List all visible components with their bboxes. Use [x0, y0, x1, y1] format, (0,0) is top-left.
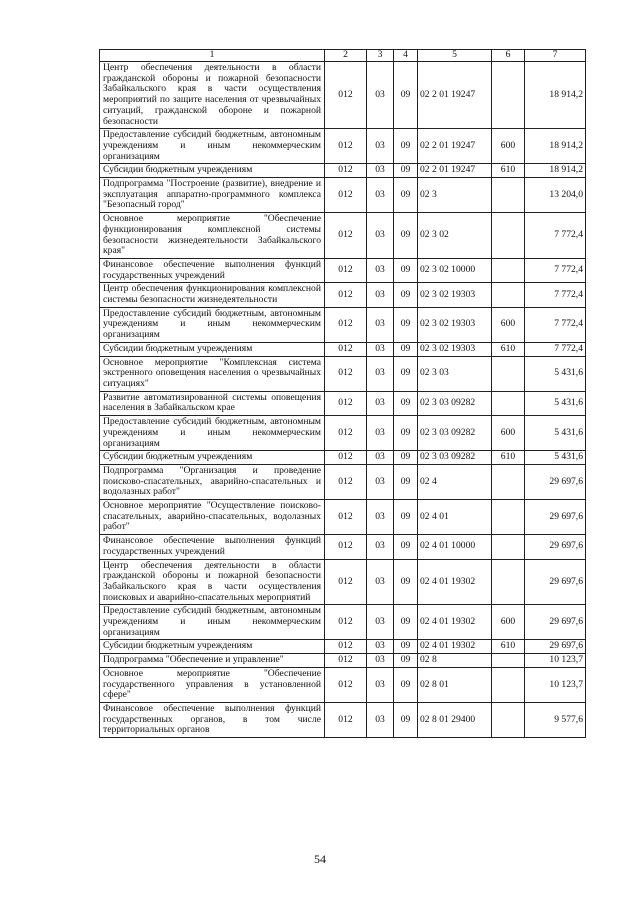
- item-name-cell: Предоставление субсидий бюджетным, автономным учреждениям и иным некоммерческим организациям: [100, 129, 325, 164]
- expense-type-cell: 600: [492, 307, 525, 342]
- column-header: 6: [492, 50, 525, 62]
- section-code-cell: 03: [367, 605, 394, 640]
- section-code-cell: 03: [367, 416, 394, 451]
- target-article-cell: 02 4 01 19302: [418, 640, 492, 654]
- table-row: [100, 258, 586, 282]
- ministry-code-cell: 012: [325, 258, 367, 282]
- item-name-cell: Основное мероприятие "Обеспечение государственного управления в установленной сфере": [100, 667, 325, 702]
- expense-type-cell: [492, 213, 525, 259]
- section-code-cell: 03: [367, 500, 394, 535]
- item-name-cell: Предоставление субсидий бюджетным, автономным учреждениям и иным некоммерческим организациям: [100, 307, 325, 342]
- table-row: [100, 464, 586, 499]
- subsection-code-cell: 09: [394, 654, 418, 668]
- section-code-cell: 03: [367, 391, 394, 415]
- column-header: 7: [525, 50, 586, 62]
- table-row: [100, 654, 586, 668]
- section-code-cell: 03: [367, 129, 394, 164]
- expense-type-cell: [492, 62, 525, 129]
- column-header: 4: [394, 50, 418, 62]
- amount-cell: 10 123,7: [525, 654, 586, 668]
- table-row: [100, 213, 586, 259]
- amount-cell: 29 697,6: [525, 464, 586, 499]
- subsection-code-cell: 09: [394, 451, 418, 465]
- table-row: [100, 640, 586, 654]
- item-name-cell: Субсидии бюджетным учреждениям: [100, 640, 325, 654]
- ministry-code-cell: 012: [325, 178, 367, 213]
- target-article-cell: 02 2 01 19247: [418, 129, 492, 164]
- section-code-cell: 03: [367, 702, 394, 737]
- subsection-code-cell: 09: [394, 62, 418, 129]
- table-row: [100, 391, 586, 415]
- table-row: [100, 164, 586, 178]
- item-name-cell: Подпрограмма "Построение (развитие), внедрение и эксплуатация аппаратно-программного комплекса "Безопасный город": [100, 178, 325, 213]
- subsection-code-cell: 09: [394, 640, 418, 654]
- amount-cell: 18 914,2: [525, 129, 586, 164]
- amount-cell: 5 431,6: [525, 356, 586, 391]
- subsection-code-cell: 09: [394, 416, 418, 451]
- item-name-cell: Финансовое обеспечение выполнения функций государственных органов, в том числе территориальных органов: [100, 702, 325, 737]
- expense-type-cell: 610: [492, 164, 525, 178]
- item-name-cell: Центр обеспечения функционирования комплексной системы безопасности жизнедеятельности: [100, 283, 325, 307]
- column-header: 5: [418, 50, 492, 62]
- section-code-cell: 03: [367, 640, 394, 654]
- section-code-cell: 03: [367, 258, 394, 282]
- table-row: [100, 283, 586, 307]
- expense-type-cell: 600: [492, 605, 525, 640]
- subsection-code-cell: 09: [394, 559, 418, 605]
- table-row: [100, 559, 586, 605]
- ministry-code-cell: 012: [325, 164, 367, 178]
- item-name-cell: Основное мероприятие "Осуществление поисково-спасательных, аварийно-спасательных, водолазных работ": [100, 500, 325, 535]
- item-name-cell: Финансовое обеспечение выполнения функций государственных учреждений: [100, 258, 325, 282]
- expense-type-cell: [492, 258, 525, 282]
- expense-type-cell: 610: [492, 342, 525, 356]
- section-code-cell: 03: [367, 62, 394, 129]
- item-name-cell: Подпрограмма "Обеспечение и управление": [100, 654, 325, 668]
- table-row: [100, 342, 586, 356]
- table-row: [100, 667, 586, 702]
- ministry-code-cell: 012: [325, 129, 367, 164]
- amount-cell: 29 697,6: [525, 535, 586, 559]
- target-article-cell: 02 3 02 19303: [418, 283, 492, 307]
- subsection-code-cell: 09: [394, 307, 418, 342]
- expense-type-cell: [492, 283, 525, 307]
- ministry-code-cell: 012: [325, 464, 367, 499]
- column-header: 1: [100, 50, 325, 62]
- table-row: [100, 535, 586, 559]
- ministry-code-cell: 012: [325, 640, 367, 654]
- target-article-cell: 02 2 01 19247: [418, 62, 492, 129]
- subsection-code-cell: 09: [394, 356, 418, 391]
- amount-cell: 10 123,7: [525, 667, 586, 702]
- subsection-code-cell: 09: [394, 342, 418, 356]
- subsection-code-cell: 09: [394, 702, 418, 737]
- target-article-cell: 02 3 02 19303: [418, 342, 492, 356]
- table-row: [100, 307, 586, 342]
- target-article-cell: 02 3 03 09282: [418, 451, 492, 465]
- subsection-code-cell: 09: [394, 213, 418, 259]
- table-row: [100, 500, 586, 535]
- ministry-code-cell: 012: [325, 416, 367, 451]
- budget-table-sheet: [99, 49, 585, 738]
- ministry-code-cell: 012: [325, 391, 367, 415]
- expense-type-cell: 600: [492, 129, 525, 164]
- target-article-cell: 02 8 01 29400: [418, 702, 492, 737]
- target-article-cell: 02 3 02: [418, 213, 492, 259]
- item-name-cell: Финансовое обеспечение выполнения функций государственных учреждений: [100, 535, 325, 559]
- item-name-cell: Основное мероприятие "Обеспечение функционирования комплексной системы безопасности жизнедеятельности Забайкальского края": [100, 213, 325, 259]
- target-article-cell: 02 3 02 10000: [418, 258, 492, 282]
- ministry-code-cell: 012: [325, 451, 367, 465]
- item-name-cell: Подпрограмма "Организация и проведение поисково-спасательных, аварийно-спасательных и водолазных работ": [100, 464, 325, 499]
- amount-cell: 5 431,6: [525, 451, 586, 465]
- table-header-row: [100, 50, 586, 62]
- expense-type-cell: [492, 667, 525, 702]
- subsection-code-cell: 09: [394, 535, 418, 559]
- amount-cell: 5 431,6: [525, 391, 586, 415]
- expense-type-cell: [492, 559, 525, 605]
- expense-type-cell: [492, 500, 525, 535]
- ministry-code-cell: 012: [325, 667, 367, 702]
- ministry-code-cell: 012: [325, 213, 367, 259]
- target-article-cell: 02 8: [418, 654, 492, 668]
- subsection-code-cell: 09: [394, 464, 418, 499]
- subsection-code-cell: 09: [394, 129, 418, 164]
- table-row: [100, 62, 586, 129]
- subsection-code-cell: 09: [394, 500, 418, 535]
- table-row: [100, 129, 586, 164]
- item-name-cell: Субсидии бюджетным учреждениям: [100, 342, 325, 356]
- target-article-cell: 02 4 01: [418, 500, 492, 535]
- target-article-cell: 02 2 01 19247: [418, 164, 492, 178]
- ministry-code-cell: 012: [325, 500, 367, 535]
- amount-cell: 7 772,4: [525, 307, 586, 342]
- subsection-code-cell: 09: [394, 258, 418, 282]
- target-article-cell: 02 4 01 19302: [418, 559, 492, 605]
- page-number: 54: [314, 852, 326, 866]
- subsection-code-cell: 09: [394, 178, 418, 213]
- target-article-cell: 02 8 01: [418, 667, 492, 702]
- amount-cell: 7 772,4: [525, 258, 586, 282]
- section-code-cell: 03: [367, 464, 394, 499]
- subsection-code-cell: 09: [394, 283, 418, 307]
- target-article-cell: 02 3: [418, 178, 492, 213]
- amount-cell: 18 914,2: [525, 62, 586, 129]
- table-row: [100, 356, 586, 391]
- column-header: 3: [367, 50, 394, 62]
- target-article-cell: 02 3 03: [418, 356, 492, 391]
- amount-cell: 5 431,6: [525, 416, 586, 451]
- amount-cell: 7 772,4: [525, 283, 586, 307]
- expense-type-cell: 600: [492, 416, 525, 451]
- target-article-cell: 02 4 01 10000: [418, 535, 492, 559]
- amount-cell: 29 697,6: [525, 500, 586, 535]
- section-code-cell: 03: [367, 356, 394, 391]
- subsection-code-cell: 09: [394, 164, 418, 178]
- expense-type-cell: 610: [492, 640, 525, 654]
- expense-type-cell: [492, 391, 525, 415]
- item-name-cell: Предоставление субсидий бюджетным, автономным учреждениям и иным некоммерческим организациям: [100, 416, 325, 451]
- target-article-cell: 02 4: [418, 464, 492, 499]
- section-code-cell: 03: [367, 535, 394, 559]
- ministry-code-cell: 012: [325, 307, 367, 342]
- ministry-code-cell: 012: [325, 702, 367, 737]
- item-name-cell: Основное мероприятие "Комплексная система экстренного оповещения населения о чрезвычайных ситуациях": [100, 356, 325, 391]
- section-code-cell: 03: [367, 451, 394, 465]
- section-code-cell: 03: [367, 559, 394, 605]
- target-article-cell: 02 4 01 19302: [418, 605, 492, 640]
- expense-type-cell: 610: [492, 451, 525, 465]
- expense-type-cell: [492, 464, 525, 499]
- amount-cell: 29 697,6: [525, 559, 586, 605]
- expense-type-cell: [492, 535, 525, 559]
- item-name-cell: Центр обеспечения деятельности в области гражданской обороны и пожарной безопасности Забайкальского края в части осуществления мероприятий по защите населения от чрезвычайных ситуаций, гражданской обороне и пожарной безопасности: [100, 62, 325, 129]
- amount-cell: 29 697,6: [525, 640, 586, 654]
- expense-type-cell: [492, 178, 525, 213]
- ministry-code-cell: 012: [325, 605, 367, 640]
- ministry-code-cell: 012: [325, 342, 367, 356]
- amount-cell: 13 204,0: [525, 178, 586, 213]
- subsection-code-cell: 09: [394, 667, 418, 702]
- expense-type-cell: [492, 356, 525, 391]
- table-row: [100, 178, 586, 213]
- table-row: [100, 416, 586, 451]
- amount-cell: 9 577,6: [525, 702, 586, 737]
- amount-cell: 7 772,4: [525, 213, 586, 259]
- expense-type-cell: [492, 702, 525, 737]
- item-name-cell: Субсидии бюджетным учреждениям: [100, 164, 325, 178]
- amount-cell: 7 772,4: [525, 342, 586, 356]
- expense-type-cell: [492, 654, 525, 668]
- table-row: [100, 702, 586, 737]
- section-code-cell: 03: [367, 164, 394, 178]
- amount-cell: 18 914,2: [525, 164, 586, 178]
- ministry-code-cell: 012: [325, 654, 367, 668]
- target-article-cell: 02 3 02 19303: [418, 307, 492, 342]
- table-row: [100, 451, 586, 465]
- column-header: 2: [325, 50, 367, 62]
- section-code-cell: 03: [367, 307, 394, 342]
- subsection-code-cell: 09: [394, 605, 418, 640]
- table-row: [100, 605, 586, 640]
- section-code-cell: 03: [367, 654, 394, 668]
- item-name-cell: Субсидии бюджетным учреждениям: [100, 451, 325, 465]
- section-code-cell: 03: [367, 283, 394, 307]
- section-code-cell: 03: [367, 178, 394, 213]
- ministry-code-cell: 012: [325, 283, 367, 307]
- amount-cell: 29 697,6: [525, 605, 586, 640]
- target-article-cell: 02 3 03 09282: [418, 391, 492, 415]
- target-article-cell: 02 3 03 09282: [418, 416, 492, 451]
- subsection-code-cell: 09: [394, 391, 418, 415]
- section-code-cell: 03: [367, 342, 394, 356]
- section-code-cell: 03: [367, 213, 394, 259]
- ministry-code-cell: 012: [325, 535, 367, 559]
- ministry-code-cell: 012: [325, 62, 367, 129]
- ministry-code-cell: 012: [325, 356, 367, 391]
- item-name-cell: Предоставление субсидий бюджетным, автономным учреждениям и иным некоммерческим организациям: [100, 605, 325, 640]
- item-name-cell: Центр обеспечения деятельности в области гражданской обороны и пожарной безопасности Забайкальского края в части осуществления поисковых и аварийно-спасательных мероприятий: [100, 559, 325, 605]
- section-code-cell: 03: [367, 667, 394, 702]
- ministry-code-cell: 012: [325, 559, 367, 605]
- budget-table: [99, 49, 586, 738]
- item-name-cell: Развитие автоматизированной системы оповещения населения в Забайкальском крае: [100, 391, 325, 415]
